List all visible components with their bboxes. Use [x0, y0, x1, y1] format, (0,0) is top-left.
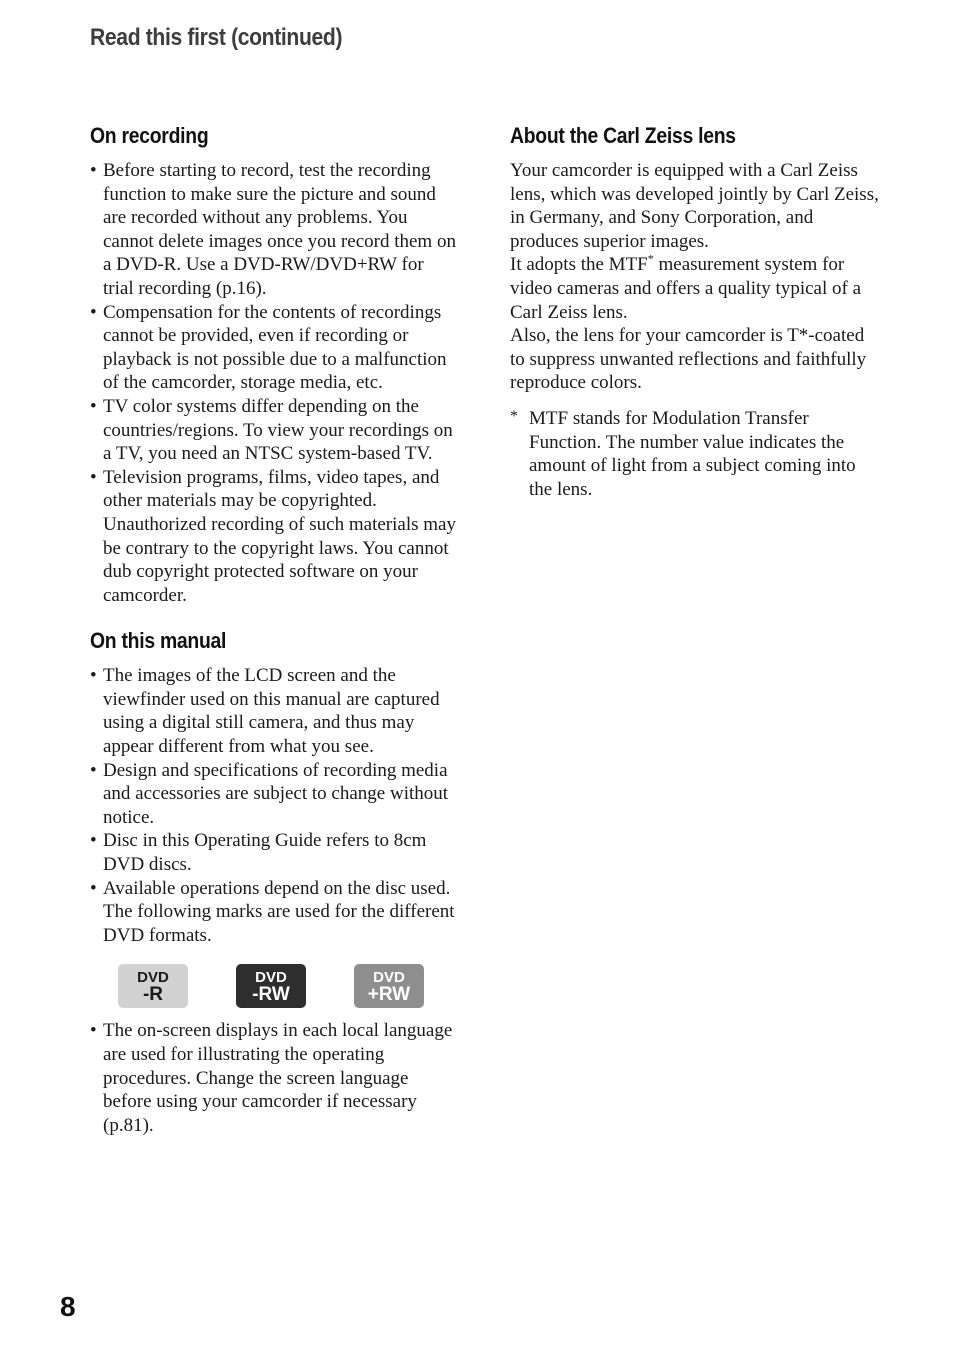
list-item: • Before starting to record, test the recording function to make sure the picture and sound are recorded without any problems. You cannot delete images once you record them on a DVD-R. Use a DVD-RW/DVD+RW for trial recording (p.16).: [90, 159, 458, 301]
list-item: • Compensation for the contents of recordings cannot be provided, even if recording or playback is not possible due to a malfunction of the camcorder, storage media, etc.: [90, 301, 458, 395]
dvd-plus-rw-mark-top: DVD: [373, 969, 405, 987]
section-heading-carl-zeiss: About the Carl Zeiss lens: [510, 123, 736, 148]
left-column: [90, 122, 458, 1137]
list-item: • Available operations depend on the disc used. The following marks are used for the different DVD formats.: [90, 877, 458, 948]
footnote: [510, 407, 880, 501]
p2-text-after: measurement system for video cameras and offers a quality typical of a Carl Zeiss lens.: [510, 254, 862, 323]
page-header-title: Read this first (continued): [90, 24, 343, 51]
dvd-rw-mark-top: DVD: [255, 969, 287, 987]
right-column: [510, 122, 880, 501]
footnote-mark: *: [647, 252, 654, 267]
on-this-manual-list: [90, 664, 458, 947]
dvd-r-mark-top: DVD: [137, 969, 169, 987]
on-this-manual-list-continued: [90, 1019, 458, 1137]
dvd-rw-mark: [236, 964, 306, 1008]
dvd-r-mark-bottom: -R: [142, 984, 164, 1006]
carl-zeiss-paragraph-3: Also, the lens for your camcorder is T*-coated to suppress unwanted reflections and faithfully reproduce colors.: [510, 325, 867, 394]
list-item: • Design and specifications of recording media and accessories are subject to change without notice.: [90, 759, 458, 830]
list-item: • The images of the LCD screen and the viewfinder used on this manual are captured using a digital still camera, and thus may appear different from what you see.: [90, 664, 458, 758]
p2-text-before: It adopts the MTF: [510, 254, 648, 276]
footnote-asterisk: *: [510, 407, 518, 425]
list-item: • The on-screen displays in each local language are used for illustrating the operating procedures. Change the screen language before using your camcorder if necessary (p.81).: [90, 1019, 458, 1137]
dvd-r-mark: [118, 964, 188, 1008]
dvd-plus-rw-mark-bottom: +RW: [367, 984, 411, 1006]
list-item: • Television programs, films, video tapes, and other materials may be copyrighted. Unauthorized recording of such materials may be contrary to the copyright laws. You cannot dub copyright protected software on your camcorder.: [90, 466, 458, 608]
carl-zeiss-paragraph-2: [510, 253, 880, 324]
section-heading-on-recording: On recording: [90, 123, 209, 148]
dvd-rw-mark-bottom: -RW: [252, 984, 290, 1006]
dvd-plus-rw-mark: [354, 964, 424, 1008]
list-item: • Disc in this Operating Guide refers to 8cm DVD discs.: [90, 829, 458, 876]
section-heading-on-this-manual: On this manual: [90, 628, 227, 654]
on-recording-list: [90, 159, 458, 607]
list-item: • TV color systems differ depending on the countries/regions. To view your recordings on a TV, you need an NTSC system-based TV.: [90, 395, 458, 466]
page-number: 8: [60, 1291, 76, 1322]
dvd-format-marks: [118, 964, 458, 1008]
footnote-text: MTF stands for Modulation Transfer Function. The number value indicates the amount of light from a subject coming into the lens.: [529, 407, 856, 500]
carl-zeiss-paragraph-1: Your camcorder is equipped with a Carl Zeiss lens, which was developed jointly by Carl Zeiss, in Germany, and Sony Corporation, and produces superior images.: [510, 160, 879, 252]
